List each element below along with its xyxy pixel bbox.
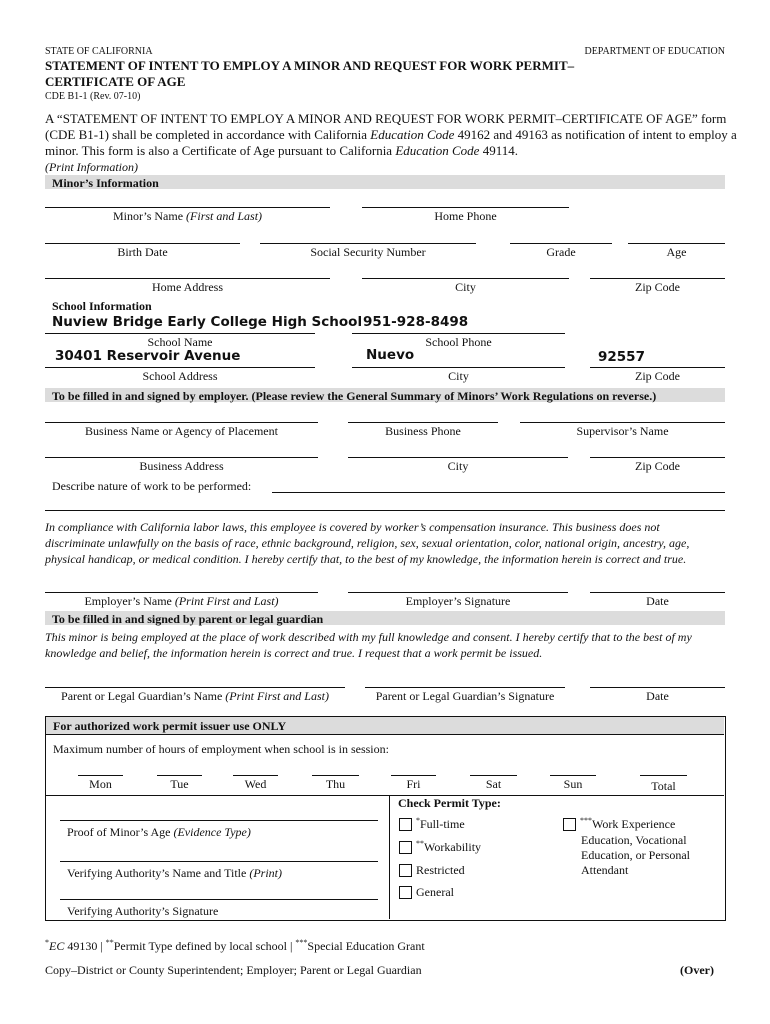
business-address-line[interactable]	[45, 457, 318, 458]
age-line[interactable]	[628, 243, 725, 244]
hours-line-total[interactable]	[640, 775, 687, 776]
school-city-line	[352, 367, 565, 368]
school-phone-label: School Phone	[425, 335, 492, 349]
check-permit-type-label: Check Permit Type:	[398, 796, 501, 810]
employer-date-label: Date	[646, 594, 669, 608]
intro-line3: minor. This form is also a Certificate of Age pursuant to California Education Code 49114.	[45, 143, 518, 158]
guardian-name-line[interactable]	[45, 687, 345, 688]
general-label: General	[416, 885, 454, 899]
ssn-line[interactable]	[260, 243, 476, 244]
employer-signature-label: Employer’s Signature	[405, 594, 511, 608]
work-experience-label-2: Education, Vocational	[581, 833, 687, 847]
verifier-name-label: Verifying Authority’s Name and Title (Print)	[67, 866, 282, 880]
copy-distribution: Copy–District or County Superintendent; Employer; Parent or Legal Guardian	[45, 963, 422, 977]
restricted-label: Restricted	[416, 863, 465, 877]
footnote: *EC 49130 | **Permit Type defined by local school | ***Special Education Grant	[45, 938, 425, 953]
hours-line-wed[interactable]	[233, 775, 278, 776]
business-name-label: Business Name or Agency of Placement	[85, 424, 278, 438]
employer-date-line[interactable]	[590, 592, 725, 593]
home-zip-label: Zip Code	[635, 280, 680, 294]
business-name-line[interactable]	[45, 422, 318, 423]
compliance-line1: In compliance with California labor laws, this employee is covered by worker’s compensation insurance. This business does not	[45, 520, 660, 534]
school-address-line	[45, 367, 315, 368]
school-city-label: City	[448, 369, 469, 383]
department-label: DEPARTMENT OF EDUCATION	[584, 46, 725, 57]
hours-line-mon[interactable]	[78, 775, 123, 776]
work-experience-checkbox[interactable]	[563, 818, 576, 831]
issuer-mid-divider	[46, 795, 724, 796]
school-zip-line	[590, 367, 725, 368]
grade-label: Grade	[546, 245, 576, 259]
guardian-date-label: Date	[646, 689, 669, 703]
supervisor-label: Supervisor’s Name	[576, 424, 669, 438]
compliance-line3: physical handicap, or medical condition. I hereby certify that, to the best of my knowledge, the information herein is correct and true.	[45, 552, 687, 566]
age-label: Age	[666, 245, 687, 259]
general-checkbox[interactable]	[399, 886, 412, 899]
employer-name-line[interactable]	[45, 592, 318, 593]
day-label-sun: Sun	[563, 777, 583, 791]
employer-name-label: Employer’s Name (Print First and Last)	[84, 594, 279, 608]
hours-line-fri[interactable]	[391, 775, 436, 776]
minor-name-line[interactable]	[45, 207, 330, 208]
business-phone-label: Business Phone	[385, 424, 461, 438]
max-hours-label: Maximum number of hours of employment when school is in session:	[53, 742, 389, 756]
business-city-line[interactable]	[348, 457, 568, 458]
intro-line2: (CDE B1-1) shall be completed in accordance with California Education Code 49162 and 49163 as notification of intent to employ a	[45, 127, 737, 142]
ssn-label: Social Security Number	[310, 245, 426, 259]
school-phone-value[interactable]: 951-928-8498	[363, 314, 469, 330]
grade-line[interactable]	[510, 243, 612, 244]
consent-line1: This minor is being employed at the place of work described with my full knowledge and consent. I hereby certify that to the best of my	[45, 630, 692, 644]
work-description-line[interactable]	[272, 492, 725, 493]
hours-line-tue[interactable]	[157, 775, 202, 776]
school-address-value[interactable]: 30401 Reservoir Avenue	[55, 348, 241, 364]
guardian-signature-label: Parent or Legal Guardian’s Signature	[375, 689, 555, 703]
proof-age-label: Proof of Minor’s Age (Evidence Type)	[67, 825, 251, 839]
business-zip-label: Zip Code	[635, 459, 680, 473]
work-experience-label-1: ***Work Experience	[580, 816, 676, 831]
issuer-section-title: For authorized work permit issuer use ONLY	[53, 719, 287, 733]
birth-date-label: Birth Date	[117, 245, 168, 259]
day-label-sat: Sat	[485, 777, 502, 791]
workability-checkbox[interactable]	[399, 841, 412, 854]
form-title-line1: STATEMENT OF INTENT TO EMPLOY A MINOR AND REQUEST FOR WORK PERMIT–	[45, 58, 575, 73]
school-zip-value[interactable]: 92557	[598, 349, 645, 365]
day-label-wed: Wed	[244, 777, 267, 791]
home-city-line[interactable]	[362, 278, 569, 279]
work-description-label: Describe nature of work to be performed:	[52, 479, 252, 493]
school-phone-line	[352, 333, 565, 334]
verifier-signature-line[interactable]	[60, 899, 378, 900]
supervisor-line[interactable]	[520, 422, 725, 423]
print-info-note: (Print Information)	[45, 160, 138, 174]
day-label-thu: Thu	[325, 777, 346, 791]
fulltime-checkbox[interactable]	[399, 818, 412, 831]
over-label: (Over)	[680, 963, 714, 977]
school-city-value[interactable]: Nuevo	[366, 347, 415, 363]
guardian-signature-line[interactable]	[365, 687, 565, 688]
business-city-label: City	[447, 459, 469, 473]
compliance-line2: discriminate unlawfully on the basis of race, ethnic background, religion, sex, sexual orientation, color, national origin, ancestry, age,	[45, 536, 690, 550]
guardian-name-label: Parent or Legal Guardian’s Name (Print First and Last)	[61, 689, 329, 703]
school-name-value[interactable]: Nuview Bridge Early College High School	[52, 314, 363, 330]
school-name-label: School Name	[147, 335, 213, 349]
guardian-section-title: To be filled in and signed by parent or legal guardian	[52, 612, 324, 626]
school-address-label: School Address	[142, 369, 218, 383]
hours-line-sun[interactable]	[550, 775, 596, 776]
consent-line2: knowledge and belief, the information herein is correct and true. I request that a work permit be issued.	[45, 646, 543, 660]
home-phone-label: Home Phone	[434, 209, 497, 223]
issuer-bar-divider	[46, 734, 724, 735]
day-label-tue: Tue	[170, 777, 189, 791]
birth-date-line[interactable]	[45, 243, 240, 244]
verifier-signature-label: Verifying Authority’s Signature	[67, 904, 219, 918]
work-description-line-2[interactable]	[45, 510, 725, 511]
hours-line-sat[interactable]	[470, 775, 517, 776]
work-experience-label-4: Attendant	[581, 863, 629, 877]
home-address-label: Home Address	[152, 280, 223, 294]
school-name-line	[45, 333, 315, 334]
school-section-title: School Information	[52, 299, 152, 313]
state-label: STATE OF CALIFORNIA	[45, 46, 153, 57]
employer-signature-line[interactable]	[348, 592, 568, 593]
restricted-checkbox[interactable]	[399, 864, 412, 877]
business-phone-line[interactable]	[348, 422, 498, 423]
business-address-label: Business Address	[139, 459, 224, 473]
work-experience-label-3: Education, or Personal	[581, 848, 690, 862]
total-label: Total	[651, 779, 676, 793]
issuer-vertical-divider	[389, 795, 390, 919]
home-city-label: City	[455, 280, 476, 294]
workability-label: **Workability	[416, 839, 482, 854]
home-address-line[interactable]	[45, 278, 330, 279]
minor-name-label: Minor’s Name (First and Last)	[112, 209, 263, 223]
day-label-fri: Fri	[406, 777, 421, 791]
fulltime-label: *Full-time	[416, 816, 465, 831]
guardian-date-line[interactable]	[590, 687, 725, 688]
form-title-line2: CERTIFICATE OF AGE	[45, 74, 186, 89]
school-zip-label: Zip Code	[635, 369, 680, 383]
verifier-name-line[interactable]	[60, 861, 378, 862]
home-zip-line[interactable]	[590, 278, 725, 279]
proof-age-line[interactable]	[60, 820, 378, 821]
intro-line1: A “STATEMENT OF INTENT TO EMPLOY A MINOR AND REQUEST FOR WORK PERMIT–CERTIFICATE OF AGE” form	[45, 111, 727, 126]
employer-section-title: To be filled in and signed by employer. (Please review the General Summary of Minors’ Work Regulations on reverse.)	[52, 389, 657, 403]
minor-section-title: Minor’s Information	[52, 176, 159, 190]
business-zip-line[interactable]	[590, 457, 725, 458]
day-label-mon: Mon	[89, 777, 112, 791]
form-id: CDE B1-1 (Rev. 07-10)	[45, 91, 141, 102]
hours-line-thu[interactable]	[312, 775, 359, 776]
home-phone-line[interactable]	[362, 207, 569, 208]
